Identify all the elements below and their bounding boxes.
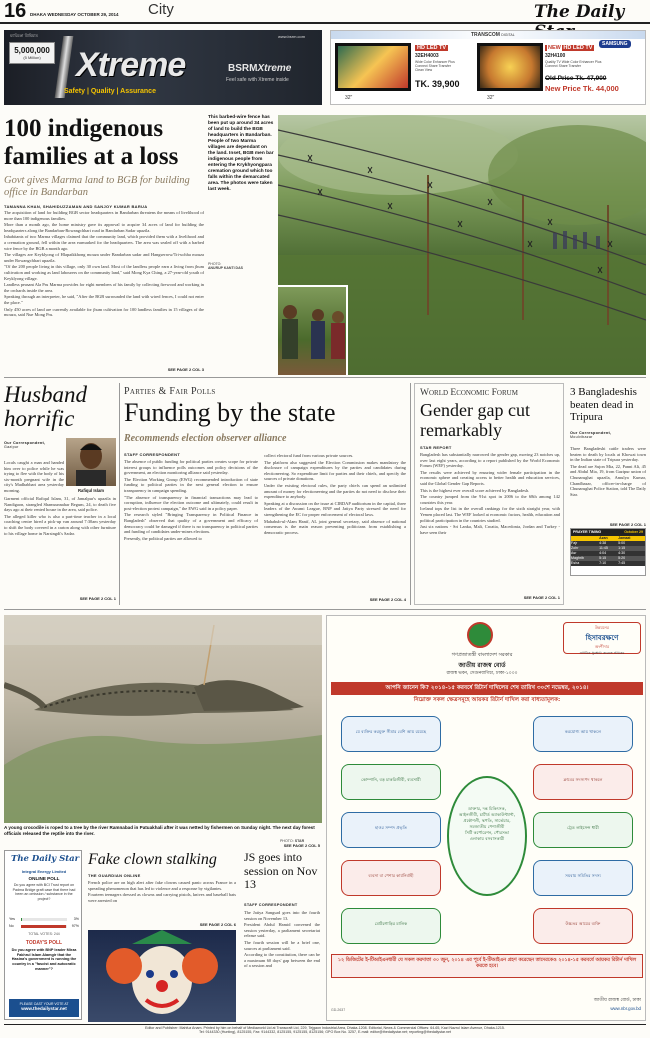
ad-tv-right-title [545, 45, 594, 51]
ad-prize-amount: 5,000,000 [14, 46, 50, 55]
ad-sponsor: ম্যারিকো প্রিমিয়াম [10, 33, 38, 38]
prayer-timing-box [570, 528, 646, 576]
divider [4, 609, 646, 610]
ad-nbr-income-tax[interactable] [326, 615, 646, 1021]
lead-inset-photo [278, 285, 348, 375]
paper-name: The Daily [534, 2, 625, 22]
ad-nbr-badge-line: নাগরিক সুরক্ষায় করেতে আয়কর [579, 651, 625, 655]
ad-nbr-box: ক্লাবের সদস্যপদ থাকলে [533, 764, 633, 800]
ad-tv-mid-screen [477, 43, 543, 91]
prayer-cell: Esha [571, 561, 580, 565]
poll-yes-pct: 3% [73, 917, 79, 921]
ad-tv-right-bullets [545, 60, 601, 68]
ad-nbr-center-line: প্রকৌশলী, স্থপতি, সার্ভেয়ার, [463, 818, 511, 823]
ad-nbr-box: করযোগ্য আয় থাকলে [533, 716, 633, 752]
ad-nbr-badge-line: হিসাবরক্ষণে [585, 634, 619, 642]
ad-tv-brand [471, 32, 515, 38]
prayer-cell: 1:15 [618, 546, 626, 550]
lead-paragraph: "Of the 200 people living in this village, only 30 own land. Most of the landless people earn a living from jhum cultivation and working as land labourers on the community land," said Mong Kya Ching, a 27-year-old youth of Keyklyong village. [4, 264, 204, 281]
ad-tv-left-bullets [415, 60, 455, 73]
ad-tagline: Safety | Quality | Assurance [64, 88, 156, 95]
ad-bsrm-xtreme[interactable] [4, 30, 322, 105]
funding-kicker: Parties & Fair Polls [124, 386, 216, 397]
husband-paragraph: The alleged killer who is also a part-time teacher in a local coaching centre hired a pick-up van around 7:30am yesterday to shift the body covered in a carton along with other furniture to his village home in Narsingdi's Sadar. [4, 513, 116, 536]
husband-paragraph: Locals caught a man and handed him over to police while he was trying to flee with the body of his six-month pregnant wife in the city's Madhabbari area yesterday morning. [4, 460, 64, 493]
footer-imprint [4, 1026, 646, 1035]
tripura-jump[interactable]: SEE PAGE 2 COL 1 [609, 522, 646, 527]
ad-nbr-box: ব্যবসা বা পেশার কার্যনির্বাহী [341, 860, 441, 896]
ad-nbr-code: GD-2637 [331, 1008, 346, 1012]
poll-no-track [21, 925, 67, 928]
ad-nbr-center-line: আইনজীবী, চার্টার্ড অ্যাকাউন্ট্যান্ট, [459, 812, 515, 817]
prayer-head-cell: Azan [599, 536, 608, 540]
ad-nbr-badge-line: অংশীদার [594, 644, 610, 649]
online-poll [4, 850, 82, 1020]
funding-jump[interactable]: SEE PAGE 2 COL 4 [369, 597, 406, 602]
gender-paragraph: The country jumped from the 91st spot in 2006 to the 68th among 142 countries this year. [420, 494, 560, 505]
ad-tv-bullet: Wide Color Enhancer Plus [415, 60, 455, 64]
js-paragraph: President Abdul Hamid convened the session yesterday, a parliament secretariat release said. [244, 922, 320, 939]
ad-nbr-center-line: সমজাতীয় পেশাজীবী [469, 824, 505, 829]
page-number: 16 [4, 0, 27, 22]
ad-tv-left-screen [335, 43, 411, 91]
ad-tv-right-model: 32H4100 [545, 53, 566, 59]
ad-nbr-gov: গণপ্রজাতন্ত্রী বাংলাদেশ সরকার [451, 652, 513, 658]
js-paragraph: The fourth session will be a brief one, sources at parliament said. [244, 939, 320, 951]
gender-paragraph: Just six nations - Sri Lanka, Mali, Croatia, Macedonia, Jordan and Turkey - have seen their [420, 524, 560, 535]
lead-paragraph: Speaking through an interpreter, he said, "After the BGB surrounded the land with wired fences, I could not enter the place." [4, 294, 204, 305]
ad-nbr-question: আপনি জানেন কি? ২০১৪-১৫ করবর্ষে রিটার্ন দাখিলের শেষ তারিখ ৩০শে নভেম্বর, ২০১৪। [331, 682, 643, 695]
poll-sponsor: Integral Energy Limited [21, 869, 67, 874]
js-paragraph: According to the constitution, there can be a maximum 60 days' gap between the end of a session and [244, 952, 320, 969]
ad-prize [9, 42, 55, 64]
gender-body [420, 452, 560, 593]
prayer-cell: 11:45 [599, 546, 608, 550]
footer-rule [4, 1024, 646, 1025]
clown-paragraph: French police are on high alert after fake clowns caused panic across France in a spreading phenomenon that has led to violence and a response by vigilantes. [88, 880, 236, 891]
funding-paragraph: The platform also suggested the Election Commission makes mandatory the disclosure of campaign expenditures by the parties and candidates during electioneering. So expenditure limit for parties and their chiefs, and specify the sources of private donations. [264, 459, 406, 482]
ad-nbr-box: সমবায় সমিতির সদস্য [533, 860, 633, 896]
poll-vote-label: PLEASE CAST YOUR VOTE AT [19, 1002, 69, 1006]
lead-photo-credit-label: PHOTO: [208, 262, 222, 266]
lead-deck: Govt gives Marma land to BGB for building office in Bandarban [4, 175, 190, 198]
lead-paragraph: Landless peasant Ala Pru Marma provides for eight members of his family by collecting firewood and working in the orchards inside the area. [4, 282, 204, 293]
ad-nbr-center-line: ডাক্তার, দন্ত চিকিৎসক, [468, 806, 506, 811]
js-byline: STAFF CORRESPONDENT [244, 903, 298, 907]
gender-jump[interactable]: SEE PAGE 2 COL 1 [523, 595, 560, 600]
ad-nbr-center-line: সিটি কর্পোরেশন, পৌরসভা [464, 830, 510, 835]
prayer-row [571, 561, 645, 566]
prayer-head-cell: Jamaat [618, 536, 631, 540]
clown-paragraph: Fourteen teenagers dressed as clowns and carrying pistols, knives and baseball bats were arrested on [88, 892, 236, 903]
ad-subline: Feel safe with Xtreme inside [226, 77, 289, 83]
ad-logo-bsrm: BSRM [228, 63, 258, 74]
gender-paragraph: Iceland tops the list in the overall rankings for the sixth straight year, with Yemen placed last. The WEF looked at economic factors, health, education and political participation in the countries studied. [420, 506, 560, 523]
funding-paragraph: The absence of public funding for political parties creates scope for private interest groups to influence polls outcomes and policy decisions of the government, an election monitoring alliance said yesterday. [124, 459, 258, 476]
crocodile-credit-name: STAR [294, 839, 305, 843]
ad-tv-left-model: 32EH4003 [415, 53, 439, 59]
gender-headline[interactable]: Gender gap cut remarkably [420, 400, 530, 440]
poll-no-bar [21, 925, 66, 928]
funding-paragraph: The research styled "Bringing Transparency in Political Finance in Bangladesh" observed that quality of a government and efficacy of democracy could be damaged if there is no transparency in political parties and funding of candidates under-mines elections. [124, 512, 258, 535]
lead-paragraph: Inhabitants of two Marma villages claimed that the community land, which provided them with a livelihood and a cremation ground, fell within the area earmarked for the headquarters. The area was sealed off with a barbed wire fence by the BGB a month ago. [4, 234, 204, 251]
poll-paper-name: The Daily Star [11, 854, 80, 864]
crocodile-credit-label: PHOTO: [280, 839, 294, 843]
ad-nbr-center-line: এলাকায় বসবাসকারী [469, 836, 505, 841]
footer-line: Editor and Publisher: Mahfuz Anam. Printed by him on behalf of Mediaworld Ltd at Transcraft Ltd, 229, Tejgaon Industrial Area, Dhaka-1208. Editorial, News & Commercial Offices: 64-65, Kazi Nazrul Islam Avenue, Dhaka-1215. [145, 1026, 505, 1030]
tripura-headline[interactable]: 3 Bangladeshis beaten dead in Tripura [570, 386, 637, 423]
husband-byline-text: Our Correspondent, [4, 441, 46, 445]
tripura-paragraph: Three Bangladeshi cattle traders were beaten to death by locals at Khowai town in the Indian state of Tripura yesterday. [570, 446, 646, 463]
lead-byline: TAMANNA KHAN, SHAHIDUZZAMAN AND SANJOY KUMAR BARUA [4, 204, 148, 209]
ad-tv-right-title-text: HD LED TV [563, 45, 593, 51]
divider [4, 377, 646, 378]
prayer-date: October 29 [624, 530, 643, 534]
ad-nbr-board: জাতীয় রাজস্ব বোর্ড [458, 662, 506, 669]
gender-paragraph: Bangladesh has substantially narrowed the gender gap, moving 23 notches up, over last eight years, according to a report published by the World Economic Forum (WEF) yesterday. [420, 452, 560, 469]
funding-paragraph: Presently, the political parties are allowed to [124, 535, 202, 541]
poll-yes-track [21, 918, 67, 921]
tripura-byline-place: Moulvibazar [570, 435, 593, 439]
ad-brand: Xtreme [76, 46, 186, 84]
husband-body [4, 460, 64, 495]
poll-vote-url[interactable]: www.thedailystar.net [21, 1006, 67, 1011]
funding-col-2 [264, 453, 406, 595]
ad-nbr-emblem [467, 622, 493, 648]
poll-total: TOTAL VOTES: 244 [28, 932, 60, 936]
ad-nbr-notice: নিম্নোক্ত সকল ক্ষেত্রসমূহে আয়কর রিটার্ন দাখিল করা বাধ্যতামূলক: [413, 697, 561, 703]
funding-col-1 [124, 459, 258, 595]
funding-byline: STAFF CORRESPONDENT [124, 452, 181, 457]
gender-paragraph: The results were achieved by ensuring wider female participation in the economic sphere and creating access to better health and education services, said the Global Gender Gap Reports. [420, 469, 560, 486]
ad-nbr-center [447, 776, 527, 896]
lead-jump[interactable]: SEE PAGE 2 COL 3 [167, 367, 204, 372]
tripura-byline [570, 431, 646, 439]
prayer-cell: 5:15 [599, 556, 607, 560]
ad-nbr-box: হাওর সম্পদ প্রভৃতি [341, 812, 441, 848]
ad-nbr-box: উচ্চতর আয়ের ব্যক্তি [533, 908, 633, 944]
prayer-cell: 7:45 [618, 561, 626, 565]
ad-nbr-badge [563, 622, 641, 654]
clown-byline: THE GUARDIAN ONLINE [88, 873, 141, 878]
ad-tv-bullet: Connect Share Transfer [415, 64, 451, 69]
gender-byline: STAR REPORT [420, 445, 452, 450]
ad-nbr-bottom-notice: ১২ ডিজিটের ই-টিআইএনধারী যে সকল করদাতা ৩০ জুন, ২০১৪ এর পূর্বে ই-টিআইএন গ্রহণ করেছেন তাদেরকেও ২০১৪-১৫ করবর্ষে আয়কর রিটার্ন দাখিল করতে হবে। [331, 954, 643, 978]
prayer-cell: Asr [571, 551, 577, 555]
tripura-paragraph: The dead are Sujon Mia, 22, Panni Ali, 45 and Abdul Mia, 19, from Gazipur union of Chunarughat upazila, Amulya Kumar, Chandbazar, officer-in-charge of Chunarughat Police Station, told The Daily Star. [570, 463, 646, 497]
prayer-header [571, 529, 645, 536]
ad-tv-left-price: TK. 39,900 [415, 79, 460, 89]
poll-yes-label: Yes [9, 917, 15, 921]
crocodile-caption: A young crocodile is roped to a tree by the river Ramnabad in Patuakhali after it was netted by fishermen on Sunday night. The next day forest officials released the reptile into the river. [4, 825, 315, 836]
tripura-byline-text: Our Correspondent, [570, 431, 612, 435]
mugshot [66, 438, 116, 486]
funding-paragraph: The Election Working Group (EWG) recommended introduction of state funding to political parties in the next general election to ensure transparency in campaign spending. [124, 476, 258, 493]
clown-jump[interactable]: SEE PAGE 2 COL 6 [199, 922, 236, 927]
divider [410, 383, 411, 605]
poll-no-label: No [9, 924, 14, 928]
husband-photo-caption: Rafiqul Islam [77, 488, 105, 493]
js-body [244, 910, 320, 1016]
ad-nbr-web[interactable]: www.nbr.gov.bd [610, 1006, 641, 1011]
crocodile-illustration [4, 615, 322, 823]
js-jump[interactable]: SEE PAGE 2 COL 5 [283, 843, 320, 848]
prayer-cell: 5:20 [618, 556, 626, 560]
ad-nbr-sign: জাতীয় রাজস্ব বোর্ড, ঢাকা [593, 998, 641, 1003]
js-paragraph: The Jatiya Sangsad goes into the fourth session on November 13. [244, 910, 320, 921]
divider [119, 383, 120, 605]
prayer-title: PRAYER TIMING [573, 530, 602, 534]
lead-photo-credit-name: ANURUP KANTI DAS [208, 266, 243, 270]
lead-paragraph: The villages are Keyklyong of Hlapaikkhong mouza under Bandarban sadar and Hangserrow/Tri-uchha mouza under Rowangchhari upazila. [4, 252, 204, 263]
lead-photo-credit [208, 262, 243, 270]
husband-paragraph: Garment official Rafiqul Islam, 31, of Jamalpur's upazila in Nandigaon, strangled Shamsunnahar Begum, 24, to death five days ago at their rented house in the area, said police. [4, 496, 116, 513]
clown-body [88, 880, 236, 918]
js-headline[interactable]: JS goes into session on Nov 13 [244, 850, 318, 891]
ad-logo-xtreme: Xtreme [257, 63, 292, 74]
ad-tv-left-title: HD LED TV [417, 45, 447, 51]
ad-nbr-box: ট্রেড লাইসেন্স ধারী [533, 812, 633, 848]
poll-today-title: TODAY'S POLL [25, 940, 63, 946]
ad-tv-old-price: Old Price Tk. 47,900 [545, 75, 607, 82]
prayer-cell: 4:38 [599, 541, 607, 545]
poll-question: Do you agree with BCI Trust report on Padma Bridge graft case that there had been an omission / substance in the project? [12, 883, 76, 901]
ad-tv-samsung: SAMSUNG [599, 40, 631, 48]
prayer-cell: 7:10 [599, 561, 607, 565]
tripura-body [570, 446, 646, 522]
poll-no-row [9, 924, 79, 929]
husband-byline [4, 440, 68, 449]
lead-paragraph: More than a month ago, the home ministry gave its approval to acquire 34 acres of land for building the headquarters along the Bandarban-Rowangchhari road in Bandarban Sadar upazila. [4, 222, 204, 233]
lead-paragraph: Only 450 acres of land are currently available for jhum cultivation for 100 landless families in 15 villages of the mouza, said Nue Mong Pru. [4, 306, 204, 318]
ad-tv-brand-name: TRANSCOM [471, 32, 500, 38]
lead-paragraph: The acquisition of land for building BGB sector headquarters in Bandarban threatens the means of livelihood of more than 100 indigenous families. [4, 210, 204, 221]
section-name: City [148, 1, 174, 18]
lead-body [4, 210, 204, 360]
masthead [0, 0, 650, 24]
ad-tv-bullet: Clean View [415, 68, 433, 73]
husband-photo [66, 438, 116, 486]
prayer-cell: Zohr [571, 546, 579, 550]
inset-people [278, 287, 348, 375]
prayer-cell: 5:00 [618, 541, 626, 545]
lead-headline[interactable]: 100 indigenous families at a loss [4, 115, 179, 170]
ad-tv-new-price: New Price Tk. 44,000 [545, 84, 619, 93]
gender-paragraph: This is the highest ever overall score achieved by Bangladesh. [420, 487, 530, 493]
funding-deck: Recommends election observer alliance [124, 433, 287, 444]
ad-prize-unit: (5 Million) [23, 55, 41, 60]
ad-tv-left-size: 32" [345, 95, 353, 101]
ad-tv-bullet: Quality TV Wide Color Enhancer Plus [545, 60, 602, 64]
prayer-cell: Fajr [571, 541, 578, 545]
funding-paragraph: Under the existing electoral rules, the party chiefs can spend an unlimited amount of money for electioneering and the parties do not need to disclose their expenditure to anybody. [264, 482, 406, 500]
clown-headline[interactable]: Fake clown stalking [88, 851, 217, 868]
funding-paragraph: collect electoral fund from various private sources. [264, 453, 354, 458]
lead-photo-caption: This barbed-wire fence has been put up around 34 acres of land to build the BGB headquarters in Bandarban. People of two Marma villages are dependant on the land. Inset, BGB men bar indigenous people from entering the Krykhyongpara cremation ground which too falls within the demarcated area. The photos were taken last week. [208, 115, 274, 192]
husband-byline-place: Gazipur [4, 445, 19, 449]
poll-yes-bar [21, 918, 22, 921]
husband-body-full [4, 496, 116, 592]
poll-title: ONLINE POLL [28, 876, 60, 881]
funding-headline[interactable]: Funding by the state [124, 398, 336, 427]
clown-face [88, 930, 236, 1022]
ad-url[interactable]: www.bsrm.com [278, 34, 306, 39]
poll-vote-box[interactable] [9, 999, 79, 1017]
funding-paragraph: Speaking at a discussion on the issue at CIRDAP auditorium in the capital, three leaders of the Awami League, BNP and Jatiya Party stressed the need for strengthening the EC for proper enforcement of electoral laws. [264, 500, 406, 517]
crocodile-photo [4, 615, 322, 823]
poll-today-question: Do you agree with BNP leader Mirza Fakhrul Islam Alamgir that the Hasina's government is running the country in a "fascist and autocratic manner"? [11, 948, 77, 971]
dateline: DHAKA WEDNESDAY OCTOBER 29, 2014 [30, 12, 119, 17]
prayer-table [571, 536, 645, 566]
ad-tv-new: NEW [548, 45, 561, 51]
prayer-cell: Maghrib [571, 556, 584, 560]
ad-nbr-badge-line: উন্নয়নের [595, 625, 609, 630]
ad-transcom-tv[interactable] [330, 30, 646, 105]
ad-nbr-box: মোটরগাড়ির মালিক [341, 908, 441, 944]
husband-headline[interactable]: Husband horrific [4, 382, 88, 431]
ad-nbr-addr: রাজস্ব ভবন, সেগুনবাগিচা, ঢাকা-১০০০ [446, 671, 518, 676]
gender-kicker: World Economic Forum [420, 388, 518, 398]
ad-tv-mid-size: 32" [487, 95, 495, 101]
poll-yes-row [9, 917, 79, 922]
lead-photo [278, 115, 646, 375]
ad-tv-brand-sub: DIGITAL [501, 33, 515, 37]
prayer-cell: 4:04 [599, 551, 607, 555]
clown-photo [88, 930, 236, 1022]
ad-bsrm-logo [228, 63, 291, 74]
footer-line: Tel: 9144330 (Hunting), 8125155, Fax: 9144332, 8125155, 9125155, 8125156; GPO Box No. 3257, E-mail: editor@thedailystar.net; reporting@thedailystar.net [198, 1030, 452, 1035]
prayer-cell: 4:30 [618, 551, 626, 555]
ad-tv-bullet: Connect Share Transfer [545, 64, 581, 69]
ad-nbr-box: যে ব্যক্তির করমুক্ত সীমার বেশি আয় রয়েছে [341, 716, 441, 752]
poll-no-pct: 97% [71, 924, 79, 928]
ad-nbr-box: কোম্পানি, বড় চাকরিজীবী, ব্যবসায়ী [341, 764, 441, 800]
funding-paragraph: Mahabub-ul-Alam Hanif, AL joint general secretary, said absence of national consensus is the main reason preventing politicians from establishing a democratic process. [264, 518, 406, 535]
funding-paragraph: "The absence of transparency in financial transactions may lead to corruption, influence the election outcome and ultimately, could result in post-election protest campaign," the EWG said in a policy paper. [124, 494, 258, 511]
husband-jump[interactable]: SEE PAGE 2 COL 1 [79, 596, 116, 601]
